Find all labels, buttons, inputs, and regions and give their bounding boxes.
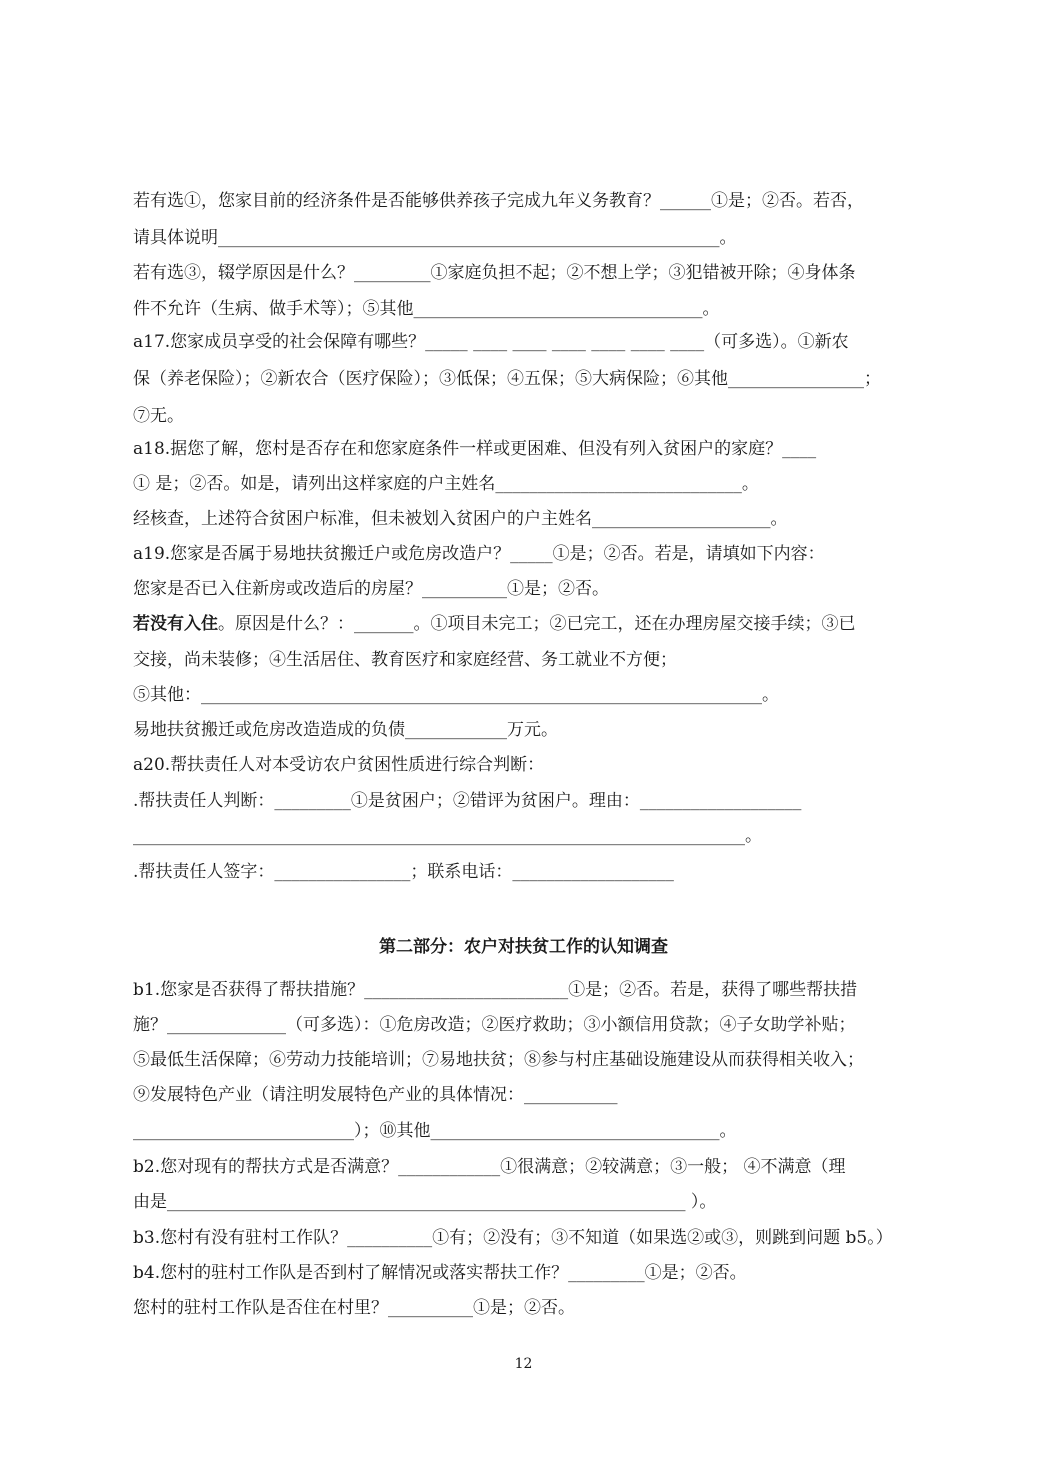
text-line: ⑦无。 bbox=[133, 406, 184, 426]
text-line: a17.您家成员享受的社会保障有哪些？_____ ____ ____ ____ ____ ____ ____（可多选）。①新农 bbox=[133, 332, 849, 352]
text-line: 请具体说明___________________________________________________________。 bbox=[133, 228, 737, 248]
text-line: 件不允许（生病、做手术等）；⑤其他__________________________________。 bbox=[133, 299, 720, 319]
text-line: 您家是否已入住新房或改造后的房屋？__________①是；②否。 bbox=[133, 579, 609, 599]
text-line: .帮扶责任人签字：________________；联系电话：___________________ bbox=[133, 862, 674, 882]
text-line: 您村的驻村工作队是否住在村里？__________①是；②否。 bbox=[133, 1298, 575, 1318]
text-line: a19.您家是否属于易地扶贫搬迁户或危房改造户？_____①是；②否。若是，请填如下内容： bbox=[133, 544, 825, 564]
text-line: b4.您村的驻村工作队是否到村了解情况或落实帮扶工作？_________①是；②否。 bbox=[133, 1263, 747, 1283]
text-line: __________________________）；⑩其他__________________________________。 bbox=[133, 1121, 737, 1141]
text-line: ________________________________________________________________________。 bbox=[133, 826, 762, 846]
text-line: ⑨发展特色产业（请注明发展特色产业的具体情况：___________ bbox=[133, 1085, 618, 1105]
text-line: b3.您村有没有驻村工作队？__________①有；②没有；③不知道（如果选②或③，则跳到问题 b5。） bbox=[133, 1228, 893, 1248]
text-line: a20.帮扶责任人对本受访农户贫困性质进行综合判断： bbox=[133, 755, 545, 775]
text-line: 保（养老保险）；②新农合（医疗保险）；③低保；④五保；⑤大病保险；⑥其他________________； bbox=[133, 369, 881, 389]
text-line: ⑤最低生活保障；⑥劳动力技能培训；⑦易地扶贫；⑧参与村庄基础设施建设从而获得相关收入； bbox=[133, 1050, 864, 1070]
text-line: 若有选①，您家目前的经济条件是否能够供养孩子完成九年义务教育？______①是；②否。若否， bbox=[133, 191, 864, 211]
text-line: .帮扶责任人判断：_________①是贫困户；②错评为贫困户。理由：___________________ bbox=[133, 791, 802, 811]
text-line: 若有选③，辍学原因是什么？_________①家庭负担不起；②不想上学；③犯错被开除；④身体条 bbox=[133, 263, 856, 283]
text-line: b2.您对现有的帮扶方式是否满意？____________①很满意；②较满意；③一般； ④不满意（理 bbox=[133, 1157, 846, 1177]
bold-phrase: 若没有入住 bbox=[133, 614, 218, 634]
section-title: 第二部分：农户对扶贫工作的认知调查 bbox=[379, 937, 668, 957]
text-line: 若没有入住。原因是什么？：_______。①项目未完工；②已完工，还在办理房屋交接手续；③已 bbox=[133, 614, 856, 634]
text-line: ⑤其他：__________________________________________________________________。 bbox=[133, 685, 779, 705]
text-line: a18.据您了解，您村是否存在和您家庭条件一样或更困难、但没有列入贫困户的家庭？____ bbox=[133, 439, 817, 459]
text-line: 易地扶贫搬迁或危房改造造成的负债____________万元。 bbox=[133, 720, 558, 740]
text-line: 交接，尚未装修；④生活居住、教育医疗和家庭经营、务工就业不方便； bbox=[133, 650, 677, 670]
text-line: ① 是；②否。如是，请列出这样家庭的户主姓名_____________________________。 bbox=[133, 474, 759, 494]
text-line: 由是_____________________________________________________________ ）。 bbox=[133, 1192, 717, 1212]
page-number: 12 bbox=[514, 1356, 533, 1372]
text-line: 施？______________（可多选）：①危房改造；②医疗救助；③小额信用贷款；④子女助学补贴； bbox=[133, 1015, 856, 1035]
text-line: b1.您家是否获得了帮扶措施？________________________①是；②否。若是，获得了哪些帮扶措 bbox=[133, 980, 858, 1000]
text-line: 经核查，上述符合贫困户标准，但未被划入贫困户的户主姓名_____________________。 bbox=[133, 509, 788, 529]
